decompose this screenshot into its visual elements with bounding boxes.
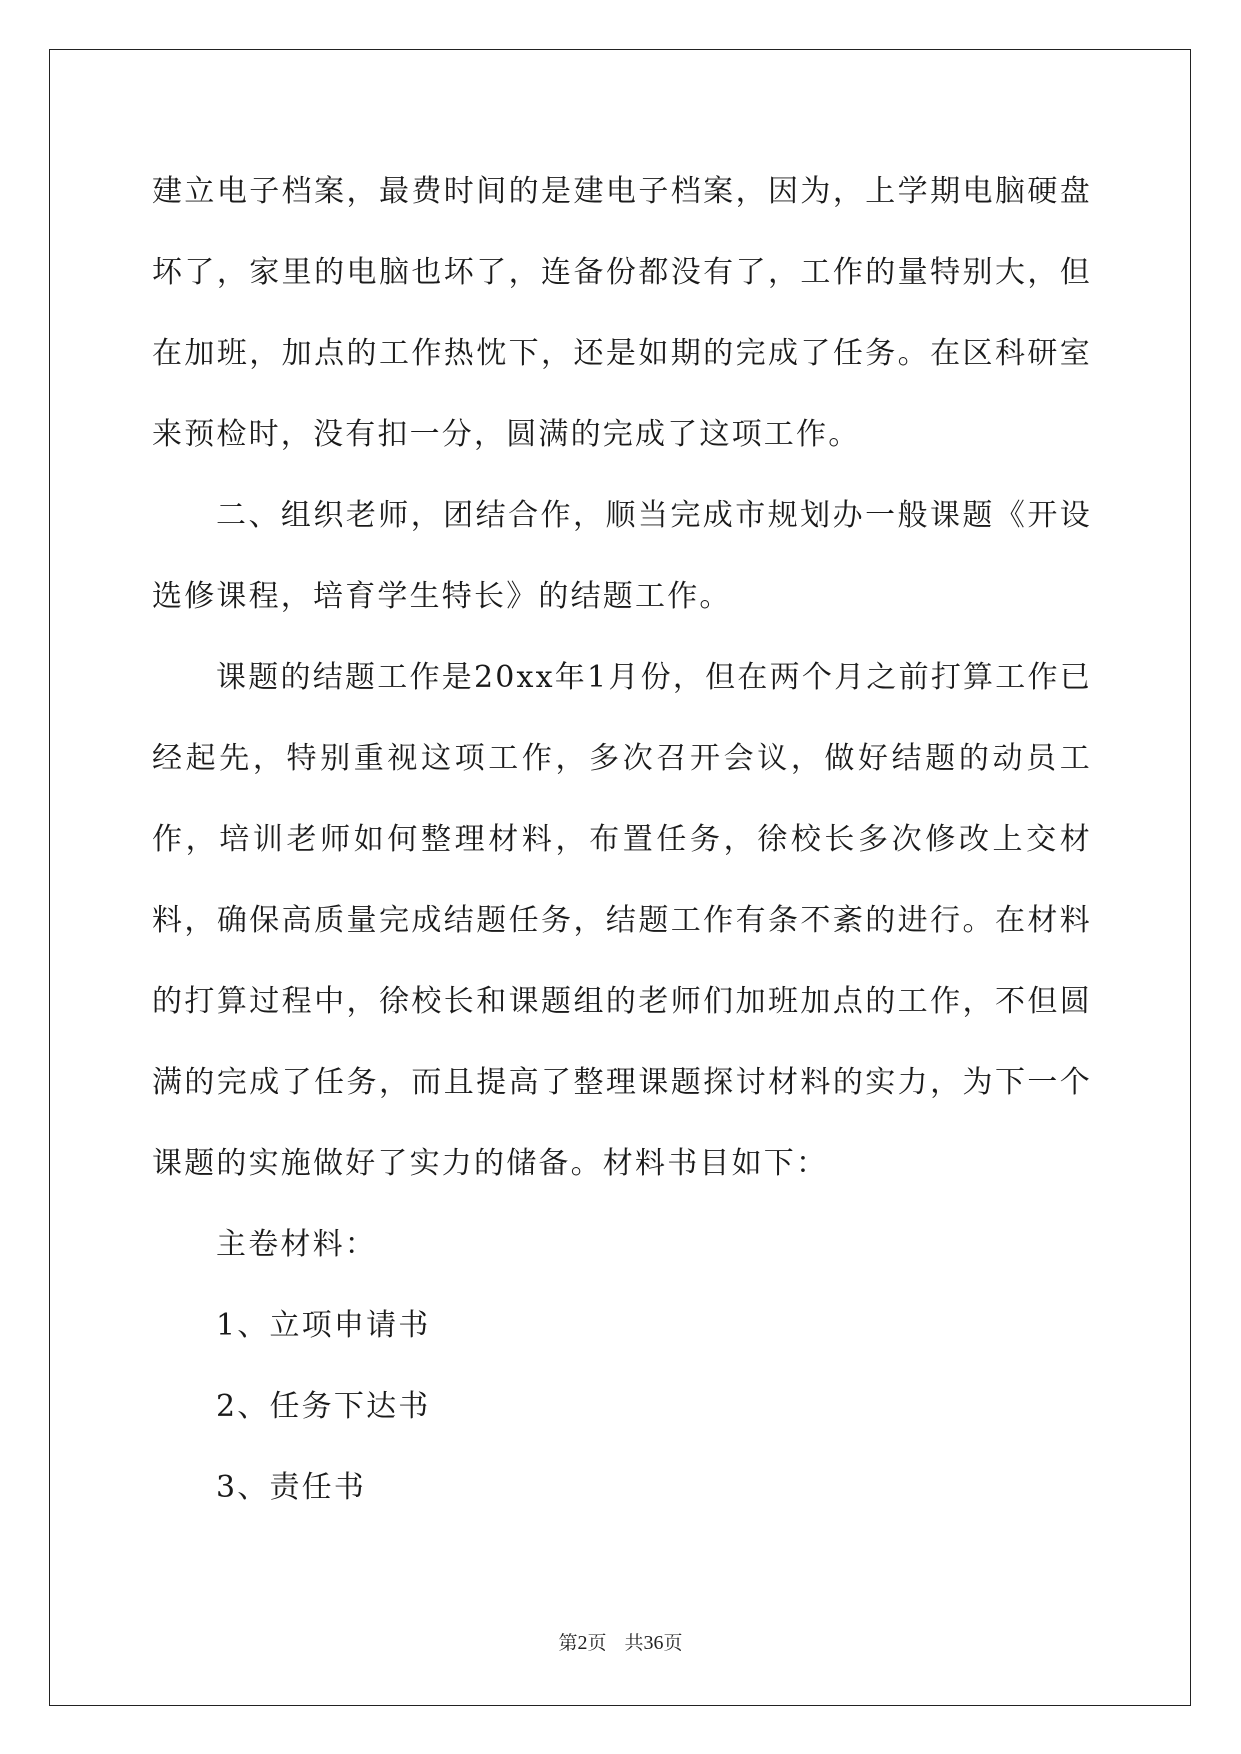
list-item-2: 2、任务下达书	[216, 1389, 431, 1424]
total-pages: 36	[643, 1632, 664, 1654]
paragraph-1: 建立电子档案，最费时间的是建电子档案，因为，上学期电脑硬盘坏了，家里的电脑也坏了，连备份都没有了，工作的量特别大，但在加班，加点的工作热忱下，还是如期的完成了任务。在区科研室来预检时，没有扣一分，圆满的完成了这项工作。	[152, 174, 1092, 452]
page-prefix: 第	[558, 1632, 578, 1654]
paragraph-4: 主卷材料：	[216, 1227, 377, 1262]
list-item-1: 1、立项申请书	[216, 1308, 431, 1343]
page-number: 2	[577, 1632, 588, 1654]
page-suffix: 页	[587, 1632, 607, 1654]
list-item-3: 3、责任书	[216, 1470, 367, 1505]
paragraph-3: 课题的结题工作是20xx年1月份，但在两个月之前打算工作已经起先，特别重视这项工作，多次召开会议，做好结题的动员工作，培训老师如何整理材料，布置任务，徐校长多次修改上交材料，确保高质量完成结题任务，结题工作有条不紊的进行。在材料的打算过程中，徐校长和课题组的老师们加班加点的工作，不但圆满的完成了任务，而且提高了整理课题探讨材料的实力，为下一个课题的实施做好了实力的储备。材料书目如下：	[152, 660, 1092, 1181]
document-body	[152, 151, 1092, 1528]
page-footer	[0, 1628, 1241, 1655]
total-prefix: 共	[624, 1632, 644, 1654]
total-suffix: 页	[663, 1632, 683, 1654]
paragraph-2: 二、组织老师，团结合作，顺当完成市规划办一般课题《开设选修课程，培育学生特长》的结题工作。	[152, 498, 1092, 614]
